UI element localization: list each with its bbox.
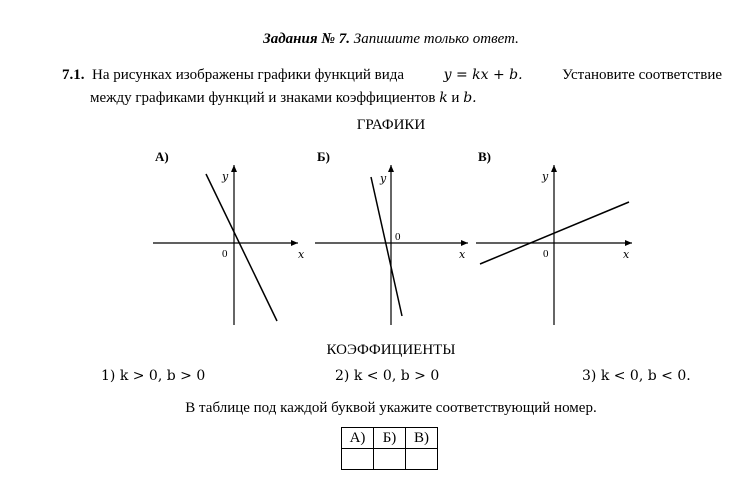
coefficient-option-2-text: 2) k < 0, b > 0 xyxy=(335,368,440,384)
graph-v xyxy=(476,149,632,325)
graphs-title: ГРАФИКИ xyxy=(356,117,426,133)
formula: y = kx + b. xyxy=(443,67,523,83)
graph-a-x-label: x xyxy=(298,248,305,261)
answer-table-header-row xyxy=(342,428,438,449)
graph-a xyxy=(153,149,305,325)
problem-text-3: между графиками функций и знаками коэффициентов xyxy=(90,90,436,106)
coefficients-title: КОЭФФИЦИЕНТЫ xyxy=(326,342,456,358)
coefficient-option-3 xyxy=(582,368,691,385)
answer-header-a: А) xyxy=(342,428,374,449)
conj-and: и xyxy=(451,90,460,106)
graph-a-y-label: y xyxy=(222,170,229,183)
answer-cell-a[interactable] xyxy=(342,449,374,470)
graph-a-line xyxy=(206,174,277,321)
graph-v-label: В) xyxy=(478,149,491,164)
graph-b-origin: 0 xyxy=(395,231,401,243)
coef-k: k xyxy=(439,90,448,106)
graph-a-label: А) xyxy=(155,149,169,164)
instruction: В таблице под каждой буквой укажите соответствующий номер. xyxy=(185,400,597,416)
graph-v-origin: 0 xyxy=(543,248,549,260)
task-header-rest: Запишите только ответ. xyxy=(350,31,519,47)
problem-text-2: Установите соответствие xyxy=(562,67,722,83)
graph-v-y-label: y xyxy=(542,170,549,183)
graph-b-line xyxy=(371,177,402,316)
graph-b xyxy=(315,149,468,325)
answer-header-v: В) xyxy=(406,428,438,449)
answer-table-input-row xyxy=(342,449,438,470)
answer-cell-b[interactable] xyxy=(374,449,406,470)
graph-b-y-label: y xyxy=(380,172,387,185)
graph-b-x-label: x xyxy=(459,248,466,261)
answer-table xyxy=(341,427,438,470)
coefficient-option-1-text: 1) k > 0, b > 0 xyxy=(101,368,206,384)
coefficient-option-3-text: 3) k < 0, b < 0. xyxy=(582,368,691,384)
problem-text-1: На рисунках изображены графики функций вида xyxy=(92,67,405,83)
task-header-bold: Задания № 7. xyxy=(263,31,351,47)
graph-v-x-label: x xyxy=(623,248,630,261)
coef-b: b. xyxy=(463,90,477,106)
graph-b-label: Б) xyxy=(317,149,330,164)
coefficient-option-2 xyxy=(335,368,439,385)
problem-number: 7.1. xyxy=(62,67,85,83)
graph-a-origin: 0 xyxy=(222,248,228,260)
answer-header-b: Б) xyxy=(374,428,406,449)
coefficient-option-1 xyxy=(101,368,205,385)
answer-cell-v[interactable] xyxy=(406,449,438,470)
